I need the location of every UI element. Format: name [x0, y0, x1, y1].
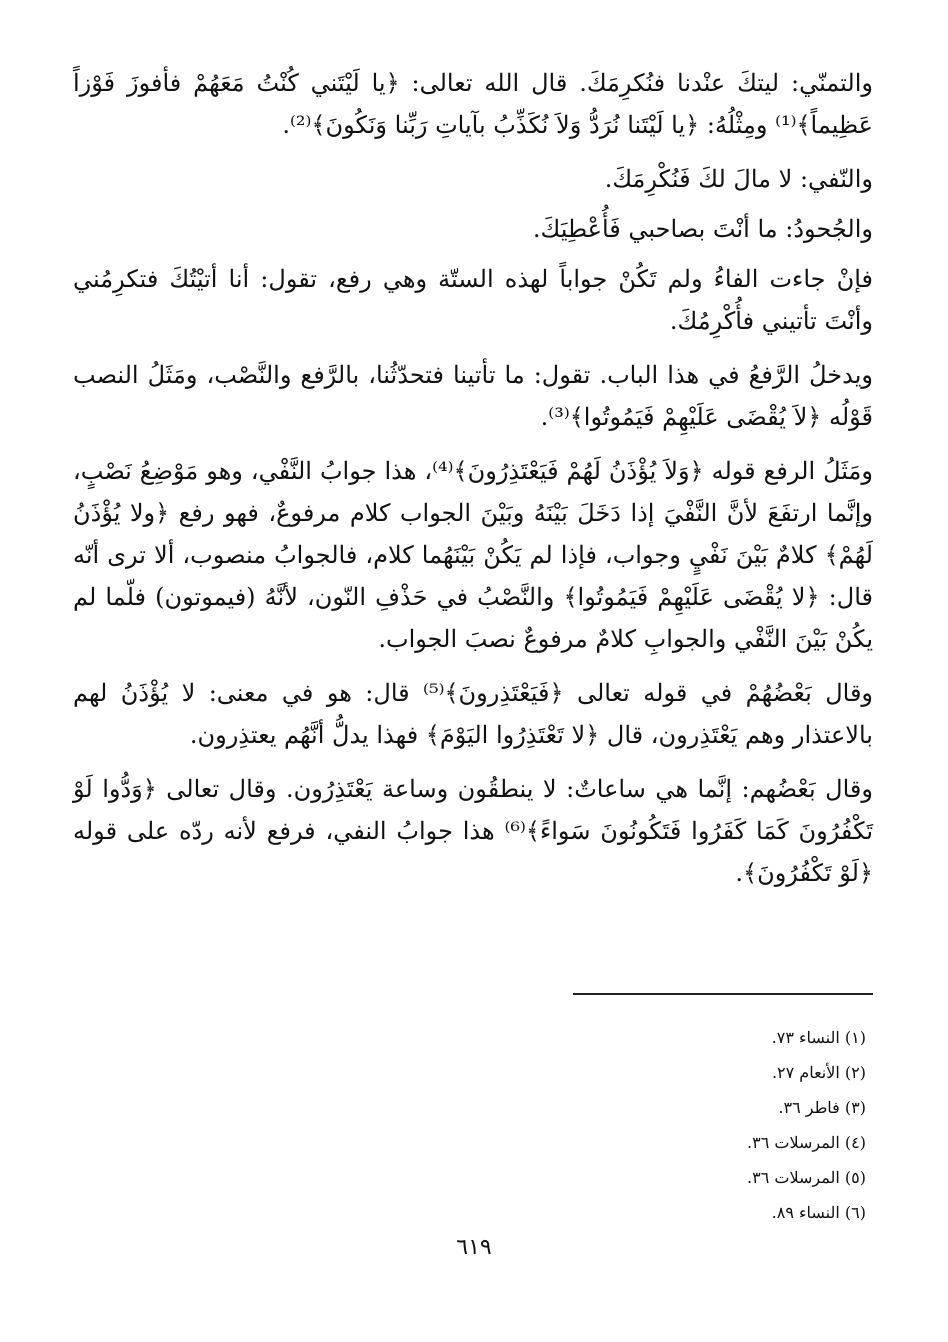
footnote-3: (٣) فاطر ٣٦. [778, 1098, 866, 1117]
footnote-divider [573, 993, 873, 995]
paragraph-juhud: والجُحودُ: ما أنْتَ بصاحبي فَأُعْطِيَكَ. [532, 215, 873, 243]
paragraph-qala-badhum-2: وقال بَعْضُهم: إنَّما هي ساعاتٌ: لا ينطقُون وساعة يَعْتَذِرُون. وقال تعالى ﴿وَدُّوا لَوْ تَكْفُرُونَ كَمَا كَفَرُوا فَتَكُونُونَ سَواءً﴾⁽⁶⁾ هذا جوابُ النفي، فرفع لأنه ردّه على قوله ﴿لَوْ تَكْفُرُونَ﴾. [73, 775, 874, 887]
page-number: ٦١٩ [456, 1235, 492, 1260]
main-text [73, 62, 873, 906]
paragraph-tamanni: والتمنّي: ليتكَ عنْدنا فنُكرِمَكَ. قال الله تعالى: ﴿يا لَيْتَني كُنْتُ مَعَهُمْ فأفوزَ فَوْزاً عَظِيماً﴾⁽¹⁾ ومِثْلُهُ: ﴿يا لَيْتَنا نُرَدُّ وَلاَ نُكَذِّبُ بآياتِ رَبِّنا وَنَكُونَ﴾⁽²⁾. [73, 69, 873, 139]
paragraph-mathal-raf: ومَثَلُ الرفع قوله ﴿وَلاَ يُؤْذَنُ لَهُمْ فَيَعْتَذِرُونَ﴾⁽⁴⁾، هذا جوابُ النَّفْي، وهو مَوْضِعُ نَصْبٍ، وإنَّما ارتفَعَ لأنَّ النَّفْيَ إذا دَخَلَ بَيْنَهُ وبَيْنَ الجواب كلام مرفوعٌ، فهو رفع ﴿ولا يُؤْذَنُ لَهُمْ﴾ كلامٌ بَيْنَ نَفْيٍ وجواب، فإذا لم يَكُنْ بَيْنَهُما كلام، فالجوابُ منصوب، ألا ترى أنّه قال: ﴿لا يُقْضَى عَلَيْهِمْ فَيَمُوتُوا﴾ والنَّصْبُ في حَذْفِ النّون، لأنَّهُ (فيموتون) فلّما لم يكُنْ بَيْنَ النَّفْي والجوابِ كلامٌ مرفوعٌ نصبَ الجواب. [73, 457, 873, 653]
footnote-1: (١) النساء ٧٣. [771, 1028, 866, 1047]
footnote-2: (٢) الأنعام ٢٧. [771, 1063, 866, 1082]
footnote-5: (٥) المرسلات ٣٦. [747, 1168, 866, 1187]
paragraph-raf-in-bab: ويدخلُ الرَّفعُ في هذا الباب. تقول: ما تأتينا فتحدّثُنا، بالرَّفع والنَّصْب، ومَثَلُ النصب قَوْلُه ﴿لاَ يُقْضَى عَلَيْهِمْ فَيَمُوتُوا﴾⁽³⁾. [73, 361, 873, 431]
paragraph-qala-badhum-1: وقال بَعْضُهُمْ في قوله تعالى ﴿فَيَعْتَذِرونَ﴾⁽⁵⁾ قال: هو في معنى: لا يُؤْذَنُ لهم بالاعتذار وهم يَعْتَذِرون، قال ﴿لا تَعْتَذِرُوا اليَوْمَ﴾ فهذا يدلُّ أنَّهُم يعتذِرون. [73, 679, 873, 749]
footnote-6: (٦) النساء ٨٩. [771, 1203, 866, 1222]
paragraph-nafy: والنّفي: لا مالَ لكَ فَنُكْرِمَكَ. [604, 165, 873, 193]
footnote-4: (٤) المرسلات ٣٦. [747, 1133, 866, 1152]
footnotes-list [466, 1020, 866, 1230]
paragraph-fa-not-answer: فإنْ جاءت الفاءُ ولم تَكُنْ جواباً لهذه الستّة وهي رفع، تقول: أنا أتيْتُكَ فتكرِمُني وأنْتَ تأتيني فأُكْرِمُكَ. [73, 265, 873, 335]
